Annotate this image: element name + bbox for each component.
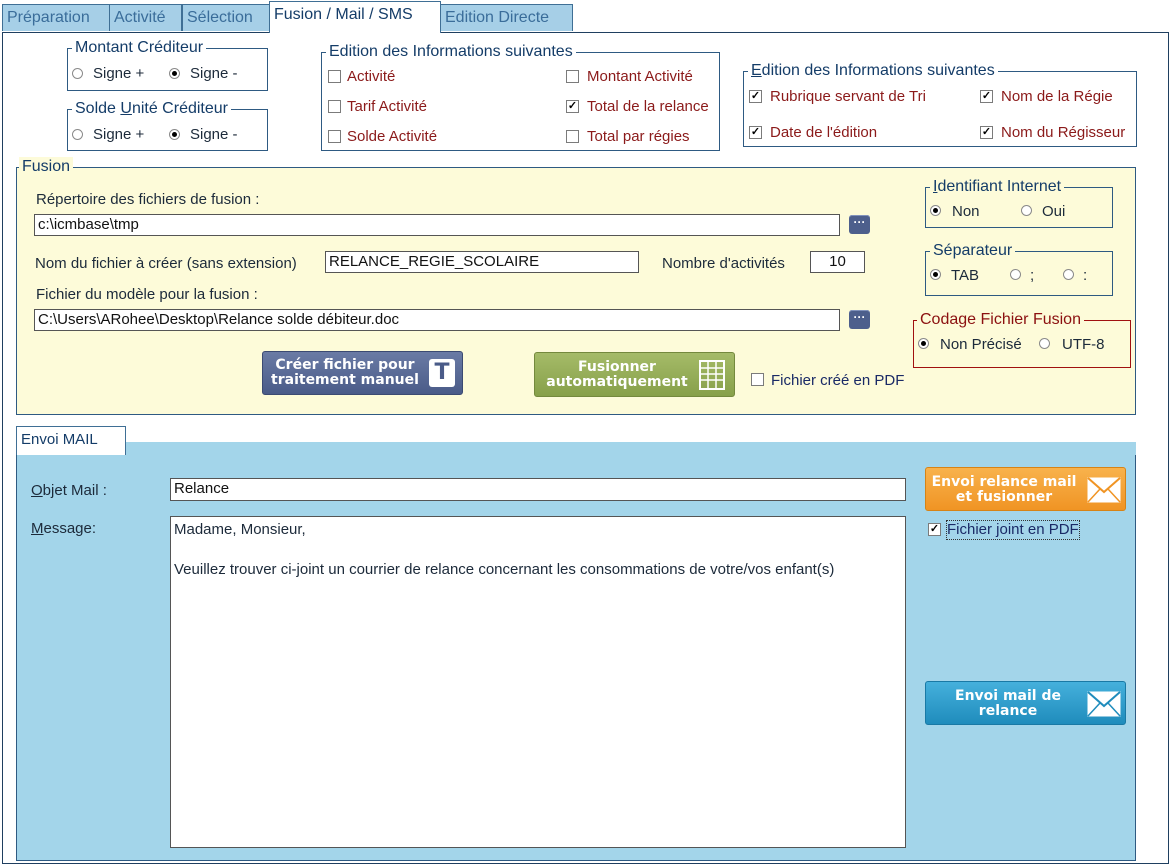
message-label: Message: <box>31 520 97 537</box>
montant-signe-moins-radio[interactable] <box>169 68 180 79</box>
solde-signe-moins-radio[interactable] <box>169 129 180 140</box>
tab-preparation-label: Préparation <box>7 9 90 26</box>
solde-signe-plus-radio[interactable] <box>72 129 83 140</box>
tab-activite-label: Activité <box>114 9 166 26</box>
nom-regisseur-label: Nom du Régisseur <box>1001 124 1126 141</box>
nombre-activites-input[interactable]: 10 <box>810 251 865 273</box>
total-regies-checkbox[interactable] <box>566 130 579 143</box>
solde-signe-moins-label: Signe - <box>190 126 238 143</box>
creer-fichier-button[interactable] <box>262 351 463 395</box>
envoi-relance-fusionner-line2: et fusionner <box>955 489 1053 505</box>
separateur-semicolon-radio[interactable] <box>1010 269 1021 280</box>
separateur-semicolon-label: ; <box>1030 267 1035 284</box>
codage-non-precise-radio[interactable] <box>918 338 929 349</box>
total-regies-label: Total par régies <box>587 128 690 145</box>
tab-selection-label: Sélection <box>187 9 253 26</box>
creer-fichier-line1: Créer fichier pour <box>275 357 415 373</box>
identifiant-oui-label: Oui <box>1042 203 1066 220</box>
fichier-pdf-checkbox[interactable] <box>751 373 764 386</box>
text-file-icon: T <box>429 359 455 387</box>
fusion-title: Fusion <box>19 157 73 177</box>
activite-label: Activité <box>347 68 396 85</box>
browse-repertoire-button[interactable]: ··· <box>849 215 870 234</box>
fichier-joint-pdf-checkbox[interactable]: ✓ <box>929 523 940 535</box>
repertoire-input[interactable]: c:\icmbase\tmp <box>34 214 840 236</box>
envelope-icon <box>1087 691 1121 717</box>
spreadsheet-icon <box>698 359 728 391</box>
nombre-activites-label: Nombre d'activités <box>662 255 785 272</box>
tab-envoi-mail[interactable] <box>16 426 126 455</box>
codage-utf8-radio[interactable] <box>1039 338 1050 349</box>
tarif-activite-checkbox[interactable] <box>328 100 341 113</box>
nom-regie-checkbox[interactable]: ✓ <box>981 90 992 102</box>
fichier-pdf-label: Fichier créé en PDF <box>771 372 905 389</box>
message-line-1: Madame, Monsieur, <box>174 521 306 538</box>
nom-regie-label: Nom de la Régie <box>1001 88 1113 105</box>
identifiant-non-radio[interactable] <box>930 205 941 216</box>
fusionner-line1: Fusionner <box>578 359 656 375</box>
solde-activite-checkbox[interactable] <box>328 130 341 143</box>
montant-activite-label: Montant Activité <box>587 68 693 85</box>
fusionner-line2: automatiquement <box>546 374 688 390</box>
identifiant-group <box>925 178 1113 228</box>
identifiant-oui-radio[interactable] <box>1021 205 1032 216</box>
nom-regisseur-checkbox[interactable]: ✓ <box>981 126 992 138</box>
separateur-group <box>925 242 1113 296</box>
identifiant-title: Identifiant Internet <box>930 177 1064 197</box>
edition-infos-group-1 <box>321 43 720 151</box>
browse-modele-button[interactable]: ··· <box>849 310 870 329</box>
envoi-relance-fusionner-line1: Envoi relance mail <box>931 474 1077 490</box>
montant-signe-moins-label: Signe - <box>190 65 238 82</box>
message-line-2: Veuillez trouver ci-joint un courrier de relance concernant les consommations de votre/vos enfant(s) <box>174 561 835 578</box>
montant-activite-checkbox[interactable] <box>566 70 579 83</box>
codage-group <box>913 311 1131 368</box>
separateur-colon-radio[interactable] <box>1063 269 1074 280</box>
rubrique-tri-checkbox[interactable]: ✓ <box>750 90 761 102</box>
solde-unite-title: Solde Unité Créditeur <box>72 99 231 119</box>
edition-infos-group-2 <box>743 62 1137 147</box>
modele-input[interactable]: C:\Users\ARohee\Desktop\Relance solde débiteur.doc <box>34 309 840 331</box>
envelope-icon <box>1087 477 1121 503</box>
montant-signe-plus-label: Signe + <box>93 65 145 82</box>
edition-infos-title-2: Edition des Informations suivantes <box>748 61 998 81</box>
tab-activite[interactable] <box>109 4 182 31</box>
solde-activite-label: Solde Activité <box>347 128 438 145</box>
objet-mail-input[interactable]: Relance <box>170 478 906 501</box>
nom-fichier-input[interactable]: RELANCE_REGIE_SCOLAIRE <box>325 251 639 273</box>
repertoire-label: Répertoire des fichiers de fusion : <box>36 191 260 208</box>
separateur-tab-label: TAB <box>951 267 980 284</box>
separateur-title: Séparateur <box>930 241 1015 261</box>
nom-fichier-label: Nom du fichier à créer (sans extension) <box>35 255 297 272</box>
solde-signe-plus-label: Signe + <box>93 126 145 143</box>
edition-infos-title-1: Edition des Informations suivantes <box>326 42 576 62</box>
fichier-joint-pdf-label: Fichier joint en PDF <box>947 521 1079 538</box>
tarif-activite-label: Tarif Activité <box>347 98 428 115</box>
creer-fichier-line2: traitement manuel <box>271 372 419 388</box>
codage-title: Codage Fichier Fusion <box>917 310 1084 330</box>
tab-envoi-mail-label: Envoi MAIL <box>21 431 98 448</box>
objet-mail-label: Objet Mail : <box>31 482 107 499</box>
total-relance-checkbox[interactable]: ✓ <box>567 100 578 112</box>
tab-fusion-mail-sms[interactable] <box>269 1 441 33</box>
separateur-tab-radio[interactable] <box>930 269 941 280</box>
montant-crediteur-title: Montant Créditeur <box>72 38 206 58</box>
date-edition-checkbox[interactable]: ✓ <box>750 126 761 138</box>
mail-tab-strip <box>16 442 1136 456</box>
total-relance-label: Total de la relance <box>587 98 709 115</box>
fusionner-button[interactable] <box>534 352 735 397</box>
separateur-colon-label: : <box>1083 267 1088 284</box>
rubrique-tri-label: Rubrique servant de Tri <box>770 88 926 105</box>
envoi-mail-relance-line1: Envoi mail de <box>955 688 1061 704</box>
date-edition-label: Date de l'édition <box>770 124 878 141</box>
montant-signe-plus-radio[interactable] <box>72 68 83 79</box>
activite-checkbox[interactable] <box>328 70 341 83</box>
envoi-relance-fusionner-button[interactable] <box>925 467 1126 511</box>
codage-utf8-label: UTF-8 <box>1062 336 1105 353</box>
envoi-mail-relance-button[interactable] <box>925 681 1126 725</box>
identifiant-non-label: Non <box>952 203 980 220</box>
codage-non-precise-label: Non Précisé <box>940 336 1022 353</box>
message-textarea[interactable] <box>170 516 906 848</box>
tab-selection[interactable] <box>182 4 270 31</box>
montant-crediteur-group <box>67 39 268 91</box>
tab-edition-directe-label: Edition Directe <box>445 9 550 26</box>
envoi-mail-relance-line2: relance <box>978 703 1038 719</box>
solde-unite-group <box>67 100 268 151</box>
tab-edition-directe[interactable] <box>440 4 573 31</box>
modele-label: Fichier du modèle pour la fusion : <box>36 286 258 303</box>
tab-fusion-label: Fusion / Mail / SMS <box>274 6 413 23</box>
tab-preparation[interactable] <box>2 4 111 31</box>
